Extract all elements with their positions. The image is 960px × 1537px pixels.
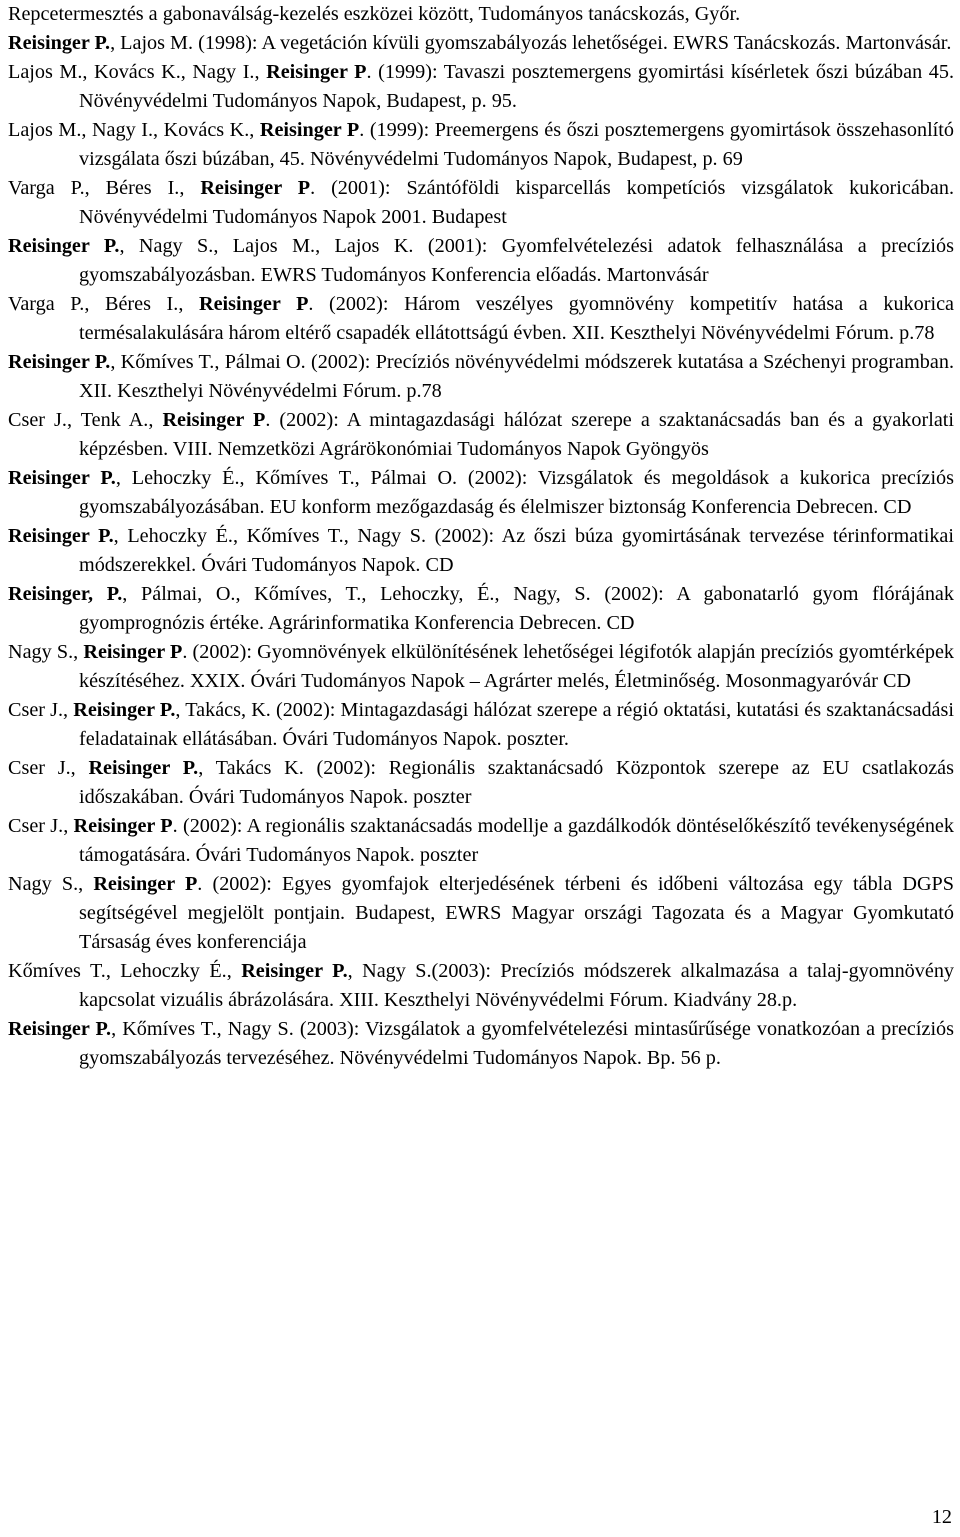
reference-entry [8, 812, 954, 870]
reference-text: , Lehoczky É., Kőmíves T., Pálmai O. (2002): Vizsgálatok és megoldások a kukorica precíziós gyomszabályozásában. EU konform mezőgazdaság és élelmiszer biztonság Konferencia Debrecen. CD [79, 467, 955, 518]
reference-text: Varga P., Béres I., [8, 293, 199, 315]
reference-author-bold: Reisinger P. [73, 699, 176, 721]
reference-entry [8, 870, 954, 957]
reference-author-bold: Reisinger P. [241, 960, 348, 982]
reference-text: , Nagy S., Lajos M., Lajos K. (2001): Gyomfelvételezési adatok felhasználása a precíziós gyomszabályozásban. EWRS Tudományos Konferencia előadás. Martonvásár [79, 235, 954, 286]
reference-author-bold: Reisinger P. [8, 467, 116, 489]
reference-author-bold: Reisinger P [198, 293, 309, 315]
reference-text: . (2002): A mintagazdasági hálózat szerepe a szaktanácsadás ban és a gyakorlati képzésben. VIII. Nemzetközi Agrárökonómiai Tudományos Napok Gyöngyös [79, 409, 954, 460]
reference-text: Nagy S., [8, 641, 84, 663]
reference-text: Lajos M., Nagy I., Kovács K., [8, 119, 260, 141]
page-number: 12 [931, 1506, 952, 1528]
reference-text: Varga P., Béres I., [8, 177, 201, 199]
reference-text: Lajos M., Kovács K., Nagy I., [8, 61, 267, 83]
reference-text: Nagy S., [8, 873, 94, 895]
reference-text: , Lehoczky É., Kőmíves T., Nagy S. (2002): Az őszi búza gyomirtásának tervezése térinformatikai módszerekkel. Óvári Tudományos Napok. CD [79, 525, 954, 576]
reference-author-bold: Reisinger P [73, 815, 173, 837]
reference-text: , Takács K. (2002): Regionális szaktanácsadó Központok szerepe az EU csatlakozás időszakában. Óvári Tudományos Napok. poszter [79, 757, 954, 808]
reference-entry [8, 29, 954, 58]
reference-text: , Kőmíves T., Pálmai O. (2002): Precíziós növényvédelmi módszerek kutatása a Széchenyi programban. XII. Keszthelyi Növényvédelmi Fórum. p.78 [79, 351, 954, 402]
reference-entry [8, 406, 954, 464]
reference-entry [8, 174, 954, 232]
reference-author-bold: Reisinger P. [8, 235, 120, 257]
reference-text: , Takács, K. (2002): Mintagazdasági hálózat szerepe a régió oktatási, kutatási és szaktanácsadási feladatainak ellátásában. Óvári Tudományos Napok. poszter. [79, 699, 954, 750]
reference-text: . (2002): Egyes gyomfajok elterjedésének térbeni és időbeni változása egy tábla DGPS segítségével megjelölt pontjain. Budapest, EWRS Magyar országi Tagozata és a Magyar Gyomkutató Társaság éves konferenciája [79, 873, 955, 953]
reference-entry [8, 348, 954, 406]
reference-entry [8, 0, 954, 29]
reference-text: . (1999): Tavaszi posztemergens gyomirtási kísérletek őszi búzában 45. Növényvédelmi Tudományos Napok, Budapest, p. 95. [79, 61, 955, 112]
reference-author-bold: Reisinger P [93, 873, 198, 895]
reference-text: Kőmíves T., Lehoczky É., [8, 960, 242, 982]
reference-text: , Kőmíves T., Nagy S. (2003): Vizsgálatok a gyomfelvételezési mintasűrűsége vonatkozóan a precíziós gyomszabályozás tervezéséhez. Növényvédelmi Tudományos Napok. Bp. 56 p. [79, 1018, 954, 1069]
reference-author-bold: Reisinger P. [88, 757, 199, 779]
reference-author-bold: Reisinger P [200, 177, 311, 199]
reference-entry [8, 290, 954, 348]
reference-text: Repcetermesztés a gabonaválság-kezelés eszközei között, Tudományos tanácskozás, Győr. [8, 3, 741, 25]
reference-author-bold: Reisinger P [162, 409, 266, 431]
reference-text: . (2001): Szántóföldi kisparcellás kompetíciós vizsgálatok kukoricában. Növényvédelmi Tudományos Napok 2001. Budapest [79, 177, 954, 228]
reference-list [8, 0, 954, 1073]
reference-author-bold: Reisinger P. [8, 32, 111, 54]
reference-text: Cser J., [8, 699, 74, 721]
reference-text: Cser J., Tenk A., [8, 409, 163, 431]
reference-entry [8, 957, 954, 1015]
reference-text: . (2002): Három veszélyes gyomnövény kompetitív hatása a kukorica termésalakulására három eltérő csapadék ellátottságú évben. XII. Keszthelyi Növényvédelmi Fórum. p.78 [79, 293, 954, 344]
reference-entry [8, 116, 954, 174]
reference-author-bold: Reisinger P. [8, 351, 111, 373]
reference-author-bold: Reisinger P [259, 119, 360, 141]
reference-entry [8, 638, 954, 696]
reference-author-bold: Reisinger, P. [8, 583, 123, 605]
reference-text: Cser J., [8, 757, 89, 779]
reference-entry [8, 580, 954, 638]
reference-text: . (1999): Preemergens és őszi posztemergens gyomirtások összehasonlító vizsgálata őszi búzában, 45. Növényvédelmi Tudományos Napok, Budapest, p. 69 [79, 119, 954, 170]
reference-text: , Lajos M. (1998): A vegetáción kívüli gyomszabályozás lehetőségei. EWRS Tanácskozás. Martonvásár. [110, 32, 952, 54]
reference-entry [8, 522, 954, 580]
reference-text: , Nagy S.(2003): Precíziós módszerek alkalmazása a talaj-gyomnövény kapcsolat vizuális ábrázolására. XIII. Keszthelyi Növényvédelmi Fórum. Kiadvány 28.p. [79, 960, 955, 1011]
reference-entry [8, 696, 954, 754]
reference-text: . (2002): Gyomnövények elkülönítésének lehetőségei légifotók alapján precíziós gyomtérképek készítéséhez. XXIX. Óvári Tudományos Napok – Agrárter melés, Életminőség. Mosonmagyaróvár CD [79, 641, 954, 692]
reference-text: , Pálmai, O., Kőmíves, T., Lehoczky, É., Nagy, S. (2002): A gabonatarló gyom flórájának gyomprognózis értéke. Agrárinformatika Konferencia Debrecen. CD [79, 583, 954, 634]
reference-text: Cser J., [8, 815, 74, 837]
reference-author-bold: Reisinger P. [8, 1018, 112, 1040]
reference-text: . (2002): A regionális szaktanácsadás modellje a gazdálkodók döntéselőkészítő tevékenységének támogatására. Óvári Tudományos Napok. poszter [79, 815, 954, 866]
reference-entry [8, 232, 954, 290]
reference-author-bold: Reisinger P. [8, 525, 114, 547]
reference-entry [8, 58, 954, 116]
reference-entry [8, 464, 954, 522]
reference-entry [8, 754, 954, 812]
reference-entry [8, 1015, 954, 1073]
reference-author-bold: Reisinger P [266, 61, 367, 83]
reference-author-bold: Reisinger P [83, 641, 183, 663]
